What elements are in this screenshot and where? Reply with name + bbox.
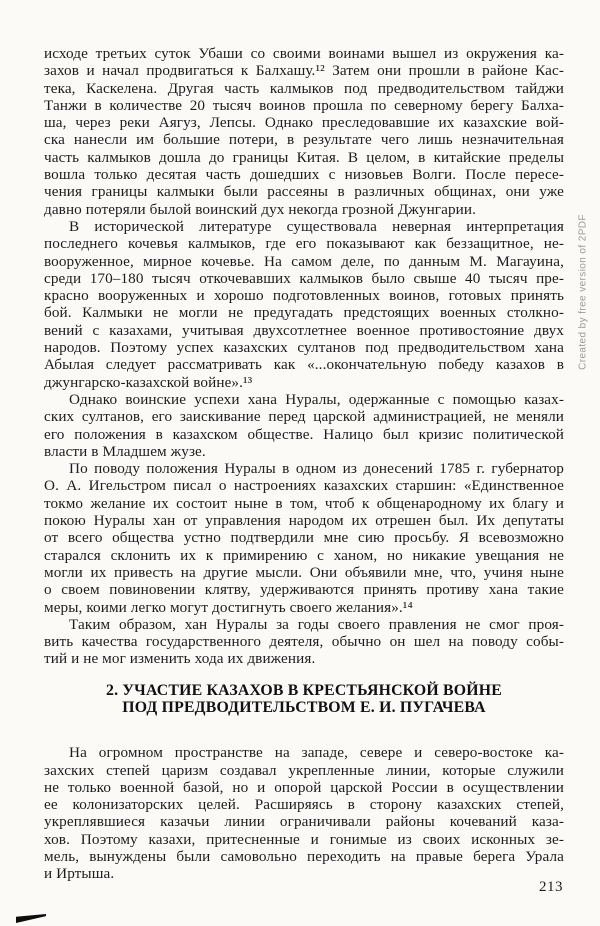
text-line: вить качества государственного деятеля, обычно он шел на поводу собы- (44, 633, 564, 651)
text-line: укреплявшиеся казачьи линии ограничивали районы кочеваний каза- (44, 813, 564, 831)
text-line: ее колонизаторских целей. Расширяясь в сторону казахских степей, (44, 796, 564, 814)
text-line: меры, коими легко могут достигнуть своего желания».¹⁴ (44, 598, 413, 616)
text-line: ских султанов, его заискивание перед царской администрацией, не меняли (44, 408, 564, 426)
text-line: токмо желание их состоит ныне в том, чтоб к общенародному их благу и (44, 494, 564, 512)
text-line: В исторической литературе существовала неверная интерпретация (69, 217, 564, 235)
text-line: джунгарско-казахской войне».¹³ (44, 373, 253, 391)
text-line: чения границы калмыки были рассеяны в различных общинах, они уже (44, 183, 564, 201)
text-line: среди 170–180 тысяч откочевавших калмыков было свыше 40 тысяч пре- (44, 269, 564, 287)
page-text (44, 45, 564, 883)
text-line: его положения в казахском обществе. Налицо был кризис политической (44, 425, 564, 443)
text-line: О. А. Игельстром писал о настроениях казахских старшин: «Единственное (44, 477, 564, 495)
ink-mark (16, 914, 46, 923)
text-line: и Иртыша. (44, 865, 115, 883)
paragraph (44, 391, 564, 460)
text-line: могли их привесть на другие мысли. Они объявили мне, что, учиня ныне (44, 563, 564, 581)
text-line: о своем повиновении клятву, удерживаются принять противу хана такие (44, 581, 564, 599)
text-line: ска нанесли им большие потери, в результате чего лишь незначительная (44, 131, 564, 149)
text-line: вооруженное, мирное кочевье. На самом деле, по данным М. Магауина, (44, 252, 564, 270)
text-line: По поводу положения Нуралы в одном из донесений 1785 г. губернатор (69, 460, 564, 478)
text-line: старался склонить их к примирению с ханом, но никакие увещания не (44, 546, 564, 564)
text-line: давно потеряли былой воинский дух некогда грозной Джунгарии. (44, 200, 477, 218)
text-line: Абылая следует рассматривать как «...окончательную победу казахов в (44, 356, 564, 374)
paragraph (44, 460, 564, 616)
text-line: покою Нуралы хан от управления народом их отрешен был. Их депутаты (44, 512, 564, 530)
text-line: не только военной базой, но и опорой царской России в осуществлении (44, 778, 564, 796)
heading-line: ПОД ПРЕДВОДИТЕЛЬСТВОМ Е. И. ПУГАЧЕВА (122, 699, 486, 717)
text-line: часть калмыков дошла до границы Китая. В целом, в китайские пределы (44, 148, 564, 166)
text-line: хов. Поэтому казахи, притесненные и гонимые из своих исконных зе- (44, 830, 564, 848)
text-line: красно вооруженных и хорошо подготовленных воинов, готовых принять (44, 287, 564, 305)
paragraph (44, 218, 564, 391)
text-line: бой. Калмыки не могли не предугадать предстоящих военных столкно- (44, 304, 564, 322)
paragraph (44, 616, 564, 668)
text-line: мель, вынуждены были самовольно переходить на правые берега Урала (44, 848, 564, 866)
text-line: вошла только десятая часть дошедших с низовьев Волги. После пересе- (44, 166, 564, 184)
text-line: захских степей царизм создавал укрепленные линии, которые служили (44, 761, 564, 779)
text-line: последнего кочевья калмыков, где его показывают как беззащитное, не- (44, 235, 564, 253)
watermark-text: Created by free version of 2PDF (577, 214, 589, 370)
paragraph (44, 744, 564, 882)
text-line: вений с казахами, учитывая двухсотлетнее военное противостояние двух (44, 321, 564, 339)
paragraph (44, 45, 564, 218)
text-line: Танжи в количестве 20 тысяч воинов прошла по северному берегу Балха- (44, 96, 564, 114)
text-line: тека, Каскелена. Другая часть калмыков под предводительством тайджи (44, 79, 564, 97)
text-line: власти в Младшем жузе. (44, 442, 206, 460)
text-line: Однако воинские успехи хана Нуралы, одержанные с помощью казах- (69, 390, 564, 408)
text-line: народов. Поэтому успех казахских султанов под предводительством хана (44, 339, 564, 357)
text-line: На огромном пространстве на западе, севере и северо-востоке ка- (69, 744, 564, 762)
text-line: ша, через реки Аягуз, Лепсы. Однако преследовавшие их казахские вой- (44, 114, 564, 132)
text-line: захов и начал продвигаться к Балхашу.¹² Затем они прошли в районе Кас- (44, 62, 564, 80)
text-line: от всего общества устно подтвердили мне сию просьбу. Я всевозможно (44, 529, 564, 547)
page-number: 213 (539, 879, 563, 895)
heading-line: 2. УЧАСТИЕ КАЗАХОВ В КРЕСТЬЯНСКОЙ ВОЙНЕ (105, 681, 502, 699)
text-line: исходе третьих суток Убаши со своими воинами вышел из окружения ка- (44, 45, 564, 62)
section-heading (44, 682, 564, 718)
text-line: Таким образом, хан Нуралы за годы своего правления не смог проя- (69, 615, 564, 633)
text-line: тий и не мог изменить хода их движения. (44, 650, 316, 668)
